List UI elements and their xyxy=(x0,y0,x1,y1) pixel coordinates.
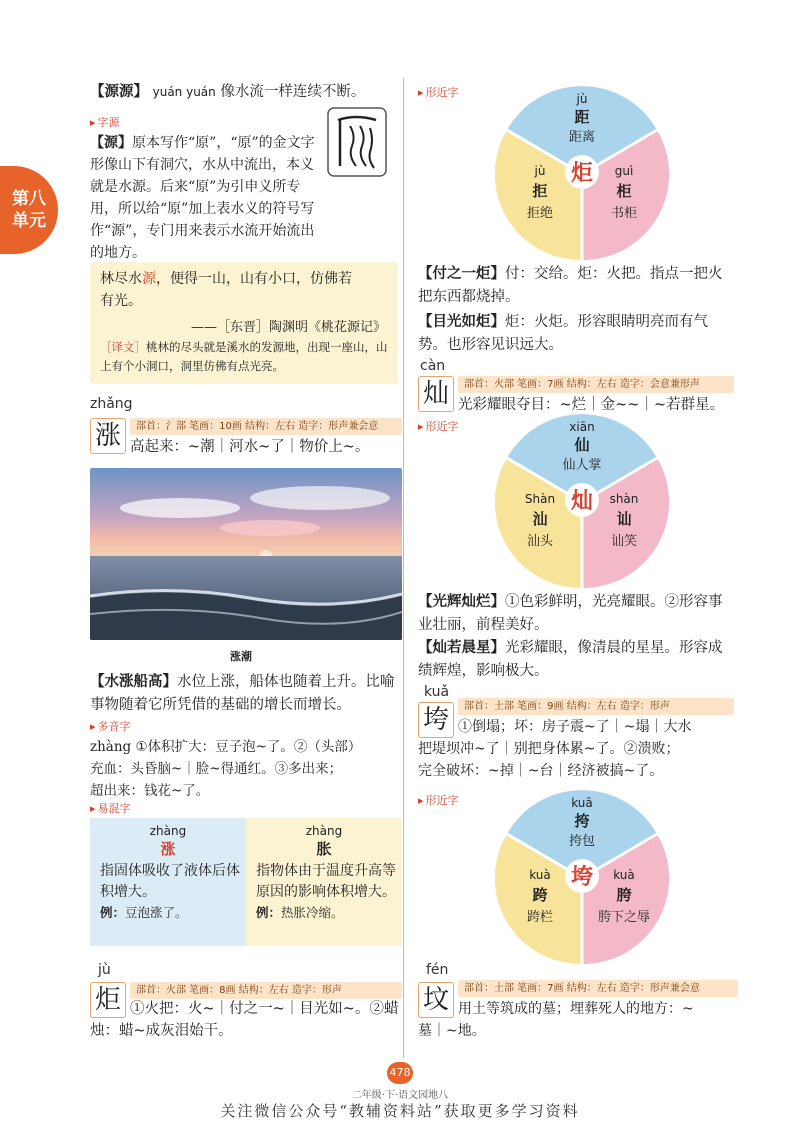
char-box-kua: 垮 xyxy=(418,702,454,738)
wheel-right-pinyin: kuà xyxy=(613,868,635,882)
char-box-ju: 炬 xyxy=(90,982,126,1018)
section-tag-xingjin-1: ▸ 形近字 xyxy=(418,84,459,100)
wheel-top-pinyin: kuā xyxy=(571,796,593,810)
duoyin-line1: zhàng ①体积扩大：豆子泡~了。②（头部） xyxy=(90,739,362,755)
entry-definition: 水位上涨，船体也随着上升。比喻事物随着它所凭借的基础的增长而增长。 xyxy=(90,674,395,713)
wheel-left-word: 汕头 xyxy=(526,534,553,549)
quote-line1: 林尽水源，便得一山，山有小口，仿佛若 xyxy=(100,271,352,287)
page-number: 478 xyxy=(387,1062,413,1084)
entry-term: 【水涨船高】 xyxy=(90,673,177,690)
wheel-left-pinyin: Shàn xyxy=(524,492,556,506)
entry-term: 【灿若晨星】 xyxy=(418,639,505,656)
compare-left-ex-label: 例： xyxy=(100,905,126,920)
char-pinyin-can: càn xyxy=(420,358,446,374)
char-info-fen: 部首：土部 笔画：7画 结构：左右 造字：形声兼会意 xyxy=(458,980,738,997)
char-def-kua-line3: 完全破坏：~掉｜~台｜经济被搞~了。 xyxy=(418,763,664,779)
char-def-zhang: 高起来：~潮｜河水~了｜物价上~。 xyxy=(130,439,370,455)
wheel-right-pinyin: guì xyxy=(614,164,634,178)
compare-right-char: 胀 xyxy=(316,840,332,858)
entry-term: 【光辉灿烂】 xyxy=(418,593,505,610)
wheel-right-word: 讪笑 xyxy=(610,534,637,549)
similar-char-wheel-2 xyxy=(494,414,670,590)
entry-canruo xyxy=(418,636,736,683)
ziyuan-text xyxy=(90,132,322,264)
char-def-kua-line1: ①倒塌；坏：房子震~了｜~塌｜大水 xyxy=(458,719,692,735)
wheel-right-char: 讪 xyxy=(616,510,632,528)
wheel-top-pinyin: jù xyxy=(576,92,588,106)
char-def-kua-line2: 把堤坝冲~了｜别把身体累~了。②溃败； xyxy=(418,741,680,757)
section-tag-ziyuan: ▸ 字源 xyxy=(90,114,120,130)
wheel-center-char: 垮 xyxy=(570,864,593,890)
wheel-top-char: 距 xyxy=(574,108,590,126)
entry-shuizhang xyxy=(90,670,402,717)
wheel-left-char: 拒 xyxy=(532,182,548,200)
quote-translation: 桃林的尽头就是溪水的发源地，出现一座山，山上有个小洞口，洞里仿佛有点光亮。 xyxy=(100,340,388,373)
quote-highlight: 源 xyxy=(142,271,156,287)
entry-term: 【目光如炬】 xyxy=(418,313,505,330)
wheel-right-char: 柜 xyxy=(616,182,632,200)
tide-photo xyxy=(90,468,402,640)
char-def-fen-line2: 墓｜~地。 xyxy=(418,1023,486,1039)
unit-tab-line2: 单元 xyxy=(12,211,46,231)
duoyin-text xyxy=(90,736,404,802)
compare-right-ex-label: 例： xyxy=(256,905,282,920)
wheel-top-char: 仙 xyxy=(574,436,590,454)
char-pinyin-kua: kuǎ xyxy=(424,684,450,700)
char-info-kua: 部首：土部 笔画：9画 结构：左右 造字：形声 xyxy=(458,698,734,715)
wheel-left-pinyin: kuà xyxy=(529,868,551,882)
char-box-fen: 坟 xyxy=(418,982,454,1018)
section-tag-duoyin: ▸ 多音字 xyxy=(90,718,131,734)
entry-fuzhi xyxy=(418,262,736,309)
char-info-can: 部首：火部 笔画：7画 结构：左右 造字：会意兼形声 xyxy=(458,376,734,393)
entry-term: 【源源】 xyxy=(90,83,148,100)
entry-muguang xyxy=(418,310,736,357)
ancient-glyph-image xyxy=(326,106,388,178)
char-box-can: 灿 xyxy=(418,376,454,412)
compare-left-card xyxy=(90,818,246,946)
wheel-top-word: 距离 xyxy=(568,130,595,145)
char-pinyin-fen: fén xyxy=(426,962,449,978)
wheel-left-char: 汕 xyxy=(532,510,548,528)
book-info: 二年级·下·语文园地八 xyxy=(351,1090,449,1101)
entry-definition: 光彩耀眼，像清晨的星星。形容成绩辉煌，影响极大。 xyxy=(418,640,723,679)
compare-right-pinyin: zhàng xyxy=(305,824,343,838)
wheel-right-word: 书柜 xyxy=(610,206,637,221)
duoyin-line2: 充血：头昏脑~｜脸~得通红。③多出来； xyxy=(90,761,343,777)
wheel-left-pinyin: jù xyxy=(534,164,546,178)
photo-caption: 涨潮 xyxy=(230,650,252,663)
compare-left-def: 指固体吸收了液体后体积增大。 xyxy=(100,863,240,900)
char-info-ju: 部首：火部 笔画：8画 结构：左右 造字：形声 xyxy=(130,982,402,999)
wheel-right-pinyin: shàn xyxy=(609,492,639,506)
entry-guanghui xyxy=(418,590,736,637)
section-tag-yihun: ▸ 易混字 xyxy=(90,800,131,816)
column-divider xyxy=(403,78,404,1058)
quote-line2: 有光。 xyxy=(100,293,142,309)
duoyin-line3: 超出来：钱花~了。 xyxy=(90,783,210,799)
entry-pinyin: yuán yuán xyxy=(152,85,216,99)
compare-right-ex: 热胀冷缩。 xyxy=(281,905,344,920)
ziyuan-term: 【源】 xyxy=(90,135,132,151)
char-def-fen-line1: 用土等筑成的墓；埋葬死人的地方：~ xyxy=(458,1001,694,1017)
compare-left-ex: 豆泡涨了。 xyxy=(125,905,188,920)
quote-translation-label: ［译文］ xyxy=(100,340,146,354)
entry-definition: 炬：火炬。形容眼睛明亮而有气势。也形容见识远大。 xyxy=(418,314,708,353)
entry-definition: 付：交给。炬：火把。指点一把火把东西都烧掉。 xyxy=(418,266,723,305)
wheel-top-char: 挎 xyxy=(574,812,590,830)
char-pinyin-ju: jù xyxy=(98,962,111,978)
wheel-right-char: 胯 xyxy=(616,886,632,904)
wheel-top-word: 挎包 xyxy=(568,834,595,849)
char-box-zhang: 涨 xyxy=(90,418,126,454)
char-def-ju-line1: ①火把：火~｜付之一~｜目光如~。②蜡 xyxy=(130,1001,399,1017)
entry-definition: 像水流一样连续不断。 xyxy=(220,84,366,100)
compare-left-pinyin: zhàng xyxy=(149,824,187,838)
wheel-left-char: 跨 xyxy=(532,886,548,904)
compare-right-def: 指物体由于温度升高等原因的影响体积增大。 xyxy=(256,863,396,900)
entry-yuanyuan xyxy=(90,80,400,104)
compare-right-card xyxy=(246,818,402,946)
wheel-left-word: 跨栏 xyxy=(526,910,553,925)
wheel-top-word: 仙人掌 xyxy=(562,458,602,473)
wheel-center-char: 灿 xyxy=(570,488,593,514)
entry-definition: ①色彩鲜明，光亮耀眼。②形容事业壮丽，前程美好。 xyxy=(418,594,723,633)
char-def-ju-line2: 烛：蜡~成灰泪始干。 xyxy=(90,1023,233,1039)
unit-tab xyxy=(0,166,58,254)
wheel-top-pinyin: xiān xyxy=(569,420,595,434)
ziyuan-body: 原本写作“原”，“原”的金文字形像山下有洞穴，水从中流出，本义就是水源。后来“原”为引申义所专用，所以给“原”加上表水义的符号写作“源”，专门用来表示水流开始流出的地方。 xyxy=(90,135,315,261)
wheel-right-word: 胯下之辱 xyxy=(597,910,650,925)
unit-tab-line1: 第八 xyxy=(12,189,46,209)
char-def-can: 光彩耀眼夺目：~烂｜金~~｜~若群星。 xyxy=(458,397,725,413)
section-tag-xingjin-2: ▸ 形近字 xyxy=(418,418,459,434)
entry-term: 【付之一炬】 xyxy=(418,265,505,282)
similar-char-wheel-1 xyxy=(494,86,670,262)
wheel-center-char: 炬 xyxy=(570,160,593,186)
char-pinyin-zhang: zhǎng xyxy=(90,396,133,412)
similar-char-wheel-3 xyxy=(494,790,670,966)
section-tag-xingjin-3: ▸ 形近字 xyxy=(418,792,459,808)
quote-source: ——［东晋］陶渊明《桃花源记》 xyxy=(190,320,386,335)
promo-text: 关注微信公众号“教辅资料站”获取更多学习资料 xyxy=(220,1102,580,1120)
char-info-zhang: 部首：氵部 笔画：10画 结构：左右 造字：形声兼会意 xyxy=(130,418,402,435)
quote-box xyxy=(90,262,398,384)
wheel-left-word: 拒绝 xyxy=(526,206,553,221)
compare-left-char: 涨 xyxy=(160,840,176,858)
